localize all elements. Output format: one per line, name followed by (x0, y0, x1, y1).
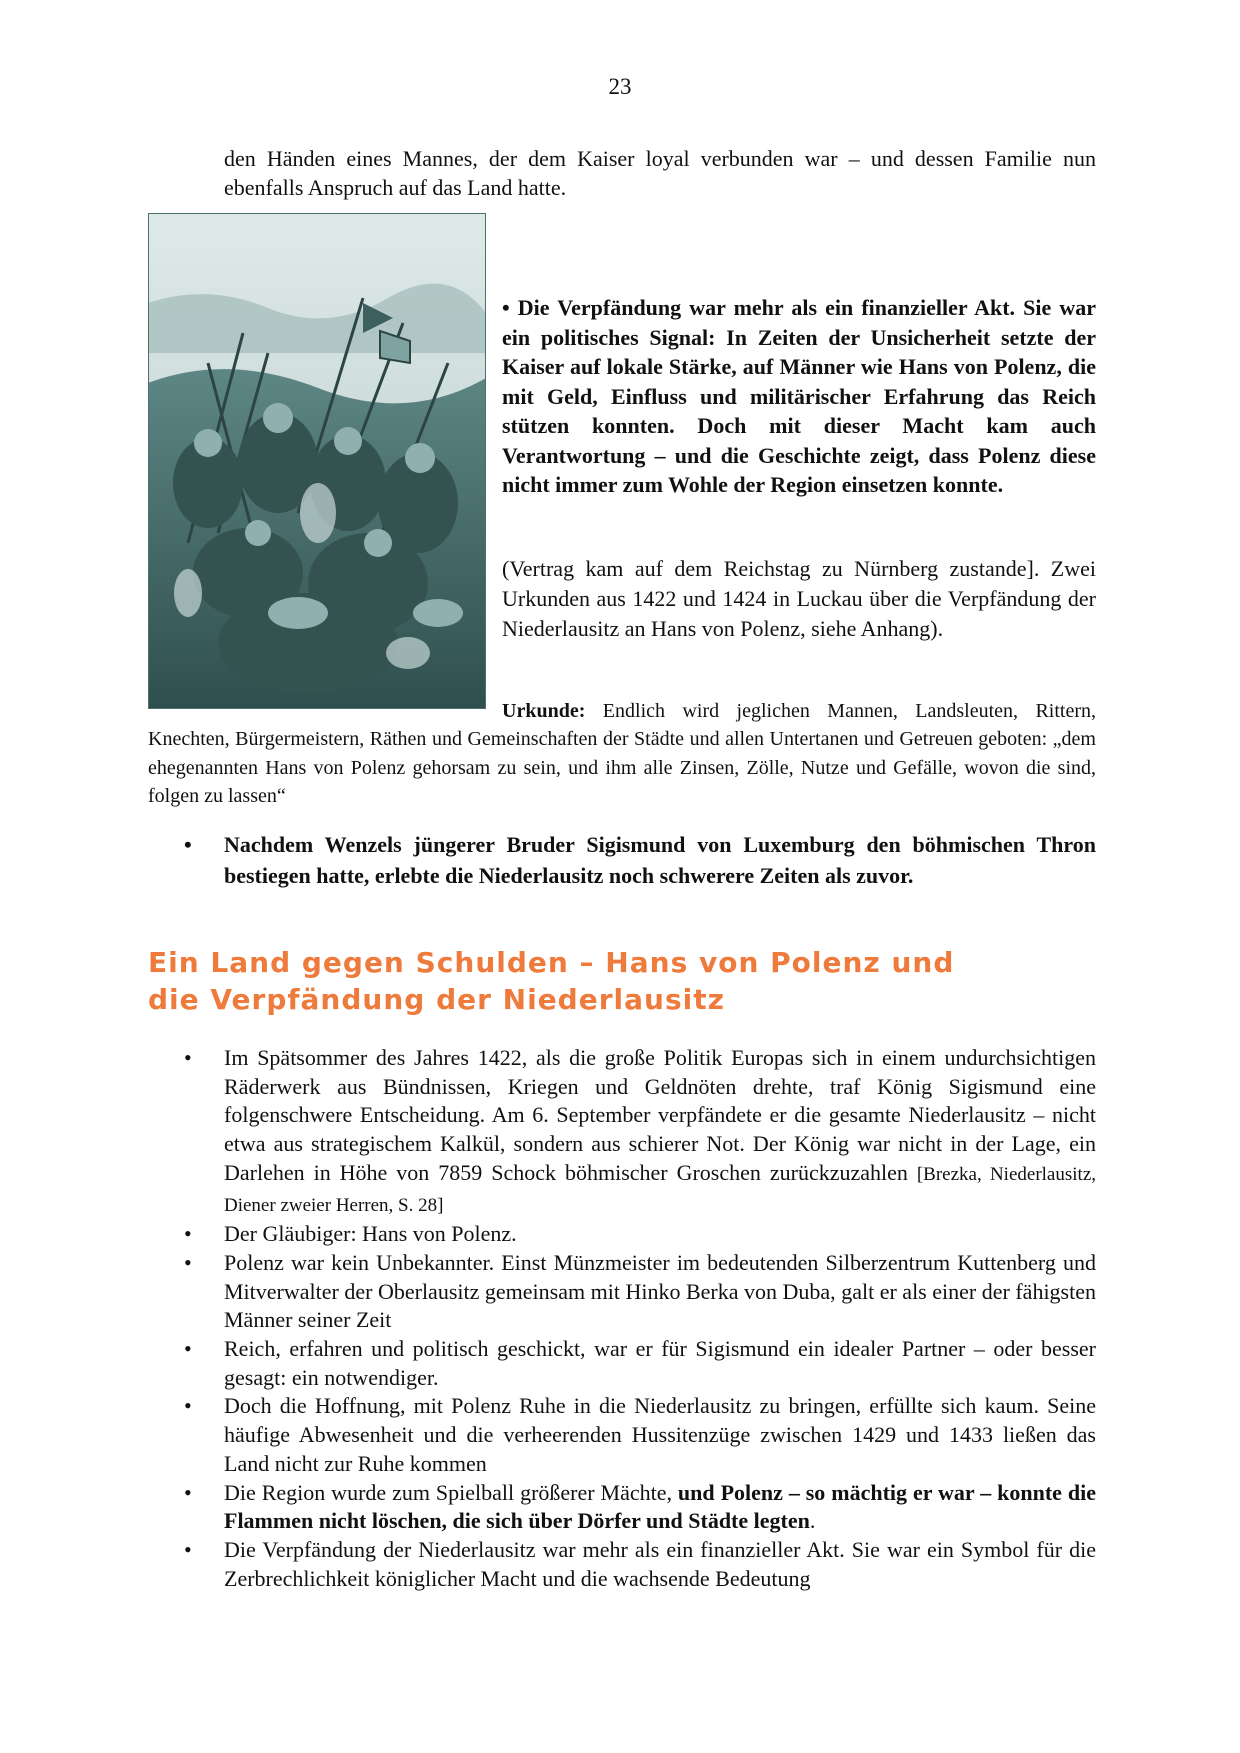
list-item-text: Die Region wurde zum Spielball größerer Mächte, (224, 1479, 678, 1505)
list-item: • Doch die Hoffnung, mit Polenz Ruhe in die Niederlausitz zu bringen, erfüllte sich kaum. Seine häufige Abwesenheit und die verheerenden Hussitenzüge zwischen 1429 und 1433 ließen das Land nicht zur Ruhe kommen (224, 1392, 1096, 1478)
list-item (224, 1044, 1096, 1220)
bullet-list-section (224, 1044, 1096, 1593)
intro-paragraph: den Händen eines Mannes, der dem Kaiser loyal verbunden war – und dessen Familie nun ebenfalls Anspruch auf das Land hatte. (224, 146, 1096, 200)
page-number: 23 (608, 74, 632, 99)
callout-note: (Vertrag kam auf dem Reichstag zu Nürnberg zustande]. Zwei Urkunden aus 1422 und 1424 in Luckau über die Verpfändung der Niederlausitz an Hans von Polenz, siehe Anhang). (502, 556, 1096, 641)
bullet-list-top (224, 829, 1096, 891)
list-item: • Nachdem Wenzels jüngerer Bruder Sigismund von Luxemburg den böhmischen Thron bestiegen hatte, erlebte die Niederlausitz noch schwerere Zeiten als zuvor. (224, 829, 1096, 891)
battle-illustration (148, 213, 486, 709)
section-heading-line1: Ein Land gegen Schulden – Hans von Polenz und (148, 946, 955, 979)
callout-bold-paragraph (502, 293, 1096, 500)
list-item: • Reich, erfahren und politisch geschickt, war er für Sigismund ein idealer Partner – oder besser gesagt: ein notwendiger. (224, 1335, 1096, 1392)
list-item-end: . (809, 1508, 816, 1534)
urkunde-quote: Knechten, Bürgermeistern, Räthen und Gemeinschaften der Städte und allen Untertanen und Getreuen geboten: „dem ehegenannten Hans von Polenz gehorsam zu sein, und ihm alle Zinsen, Zölle, Nutze und Gefälle, wovon die sind, folgen zu lassen“ (148, 728, 1096, 807)
citation: [Brezka, Niederlausitz, Diener zweier Herren, S. 28] (224, 1163, 1096, 1216)
section-heading (148, 944, 1108, 1018)
list-item: • Polenz war kein Unbekannter. Einst Münzmeister im bedeutenden Silberzentrum Kuttenberg und Mitverwalter der Oberlausitz gemeinsam mit Hinko Berka von Duba, galt er als einer der fähigsten Männer seiner Zeit (224, 1249, 1096, 1335)
list-item-bold-text: und Polenz – so mächtig er war – konnte die Flammen nicht löschen, die sich über Dörfer und Städte legten (224, 1479, 1096, 1534)
urkunde-label: Urkunde: (502, 700, 586, 722)
urkunde-first-line (502, 697, 1096, 725)
callout-bold-text: Die Verpfändung war mehr als ein finanzieller Akt. Sie war ein politisches Signal: In Zeiten der Unsicherheit setzte der Kaiser auf lokale Stärke, auf Männer wie Hans von Polenz, die mit Geld, Einfluss und militärischer Erfahrung das Reich stützen konnten. Doch mit dieser Macht kam auch Verantwortung – und die Geschichte zeigt, dass Polenz diese nicht immer zum Wohle der Region einsetzen konnte. (502, 295, 1096, 497)
list-item (224, 1479, 1096, 1536)
bullet-dot: • (502, 295, 518, 320)
section-heading-line2: die Verpfändung der Niederlausitz (148, 983, 725, 1016)
list-item: • Die Verpfändung der Niederlausitz war mehr als ein finanzieller Akt. Sie war ein Symbol für die Zerbrechlichkeit königlicher Macht und die wachsende Bedeutung (224, 1536, 1096, 1593)
urkunde-first-text: Endlich wird jeglichen Mannen, Landsleuten, Rittern, (585, 700, 1096, 722)
list-item-text: Im Spätsommer des Jahres 1422, als die große Politik Europas sich in einem undurchsichtigen Räderwerk aus Bündnissen, Kriegen und Geldnöten drehte, traf König Sigismund eine folgenschwere Entscheidung. Am 6. September verpfändete er die gesamte Niederlausitz – nicht etwa aus strategischem Kalkül, sondern aus schierer Not. Der König war nicht in der Lage, ein Darlehen in Höhe von 7859 Schock böhmischer Groschen zurückzuzahlen (224, 1045, 1096, 1185)
list-item: • Der Gläubiger: Hans von Polenz. (224, 1220, 1096, 1249)
